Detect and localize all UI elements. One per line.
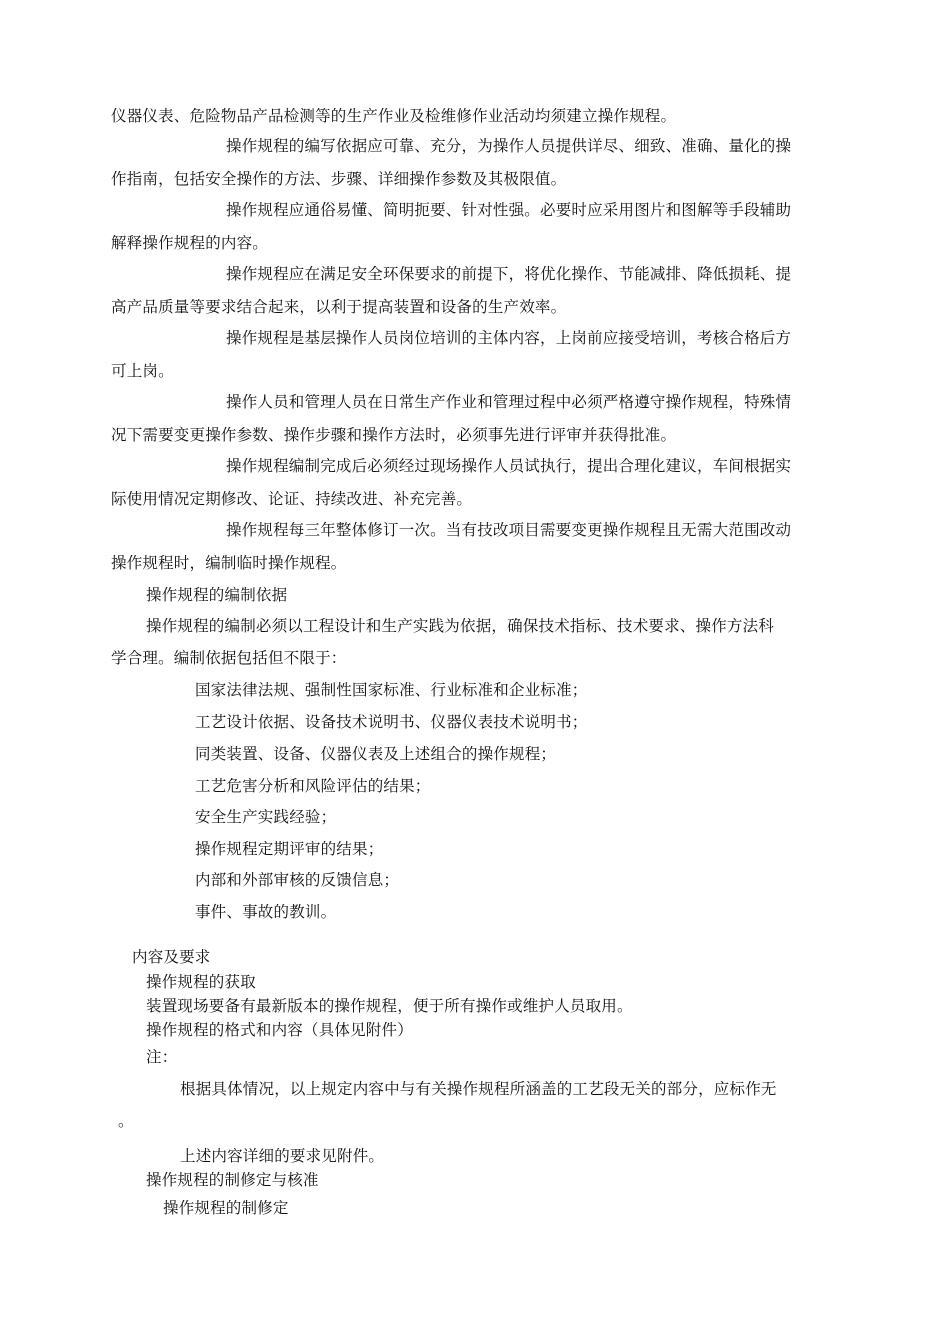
- text-line: 装置现场要备有最新版本的操作规程，便于所有操作或维护人员取用。: [146, 997, 633, 1015]
- list-item: 同类装置、设备、仪器仪表及上述组合的操作规程；: [195, 745, 557, 763]
- list-item: 国家法律法规、强制性国家标准、行业标准和企业标准；: [195, 681, 588, 699]
- text-line: 根据具体情况，以上规定内容中与有关操作规程所涵盖的工艺段无关的部分，应标作无: [180, 1080, 777, 1098]
- text-line: 操作规程是基层操作人员岗位培训的主体内容，上岗前应接受培训，考核合格后方: [226, 329, 792, 347]
- text-line: 可上岗。: [111, 362, 174, 380]
- list-item: 安全生产实践经验；: [195, 808, 337, 826]
- text-line: 操作规程应在满足安全环保要求的前提下，将优化操作、节能减排、降低损耗、提: [226, 265, 792, 283]
- subsection-heading: 操作规程的获取: [146, 973, 256, 991]
- text-line: 上述内容详细的要求见附件。: [180, 1147, 385, 1165]
- text-line: 操作规程时，编制临时操作规程。: [111, 554, 347, 572]
- text-line: 操作规程的编写依据应可靠、充分，为操作人员提供详尽、细致、准确、量化的操: [226, 137, 792, 155]
- subsection-heading: 操作规程的格式和内容（具体见附件）: [146, 1021, 413, 1039]
- section-heading: 内容及要求: [132, 948, 211, 966]
- subsection-heading: 操作规程的制修定与核准: [146, 1171, 319, 1189]
- list-item: 工艺设计依据、设备技术说明书、仪器仪表技术说明书；: [195, 713, 588, 731]
- text-line: 作指南，包括安全操作的方法、步骤、详细操作参数及其极限值。: [111, 170, 567, 188]
- text-line: 操作人员和管理人员在日常生产作业和管理过程中必须严格遵守操作规程，特殊情: [226, 393, 792, 411]
- text-line: 况下需要变更操作参数、操作步骤和操作方法时，必须事先进行评审并获得批准。: [111, 426, 677, 444]
- text-line: 操作规程每三年整体修订一次。当有技改项目需要变更操作规程且无需大范围改动: [226, 521, 792, 539]
- text-line: 学合理。编制依据包括但不限于：: [111, 649, 347, 667]
- list-item: 工艺危害分析和风险评估的结果；: [195, 777, 431, 795]
- text-line: 操作规程的编制必须以工程设计和生产实践为依据，确保技术指标、技术要求、操作方法科: [146, 617, 775, 635]
- text-line: 操作规程应通俗易懂、简明扼要、针对性强。必要时应采用图片和图解等手段辅助: [226, 201, 792, 219]
- text-line: 操作规程编制完成后必须经过现场操作人员试执行，提出合理化建议，车间根据实: [226, 457, 792, 475]
- text-line: 仪器仪表、危险物品产品检测等的生产作业及检维修作业活动均须建立操作规程。: [111, 107, 677, 125]
- text-line: 。: [118, 1112, 134, 1130]
- text-line: 高产品质量等要求结合起来，以利于提高装置和设备的生产效率。: [111, 298, 567, 316]
- section-heading: 操作规程的编制依据: [146, 586, 288, 604]
- text-line: 解释操作规程的内容。: [111, 234, 269, 252]
- note-label: 注：: [146, 1048, 178, 1066]
- list-item: 内部和外部审核的反馈信息；: [195, 871, 400, 889]
- text-line: 际使用情况定期修改、论证、持续改进、补充完善。: [111, 490, 473, 508]
- list-item: 事件、事故的教训。: [195, 903, 337, 921]
- list-item: 操作规程定期评审的结果；: [195, 840, 384, 858]
- subsection-heading: 操作规程的制修定: [163, 1199, 289, 1217]
